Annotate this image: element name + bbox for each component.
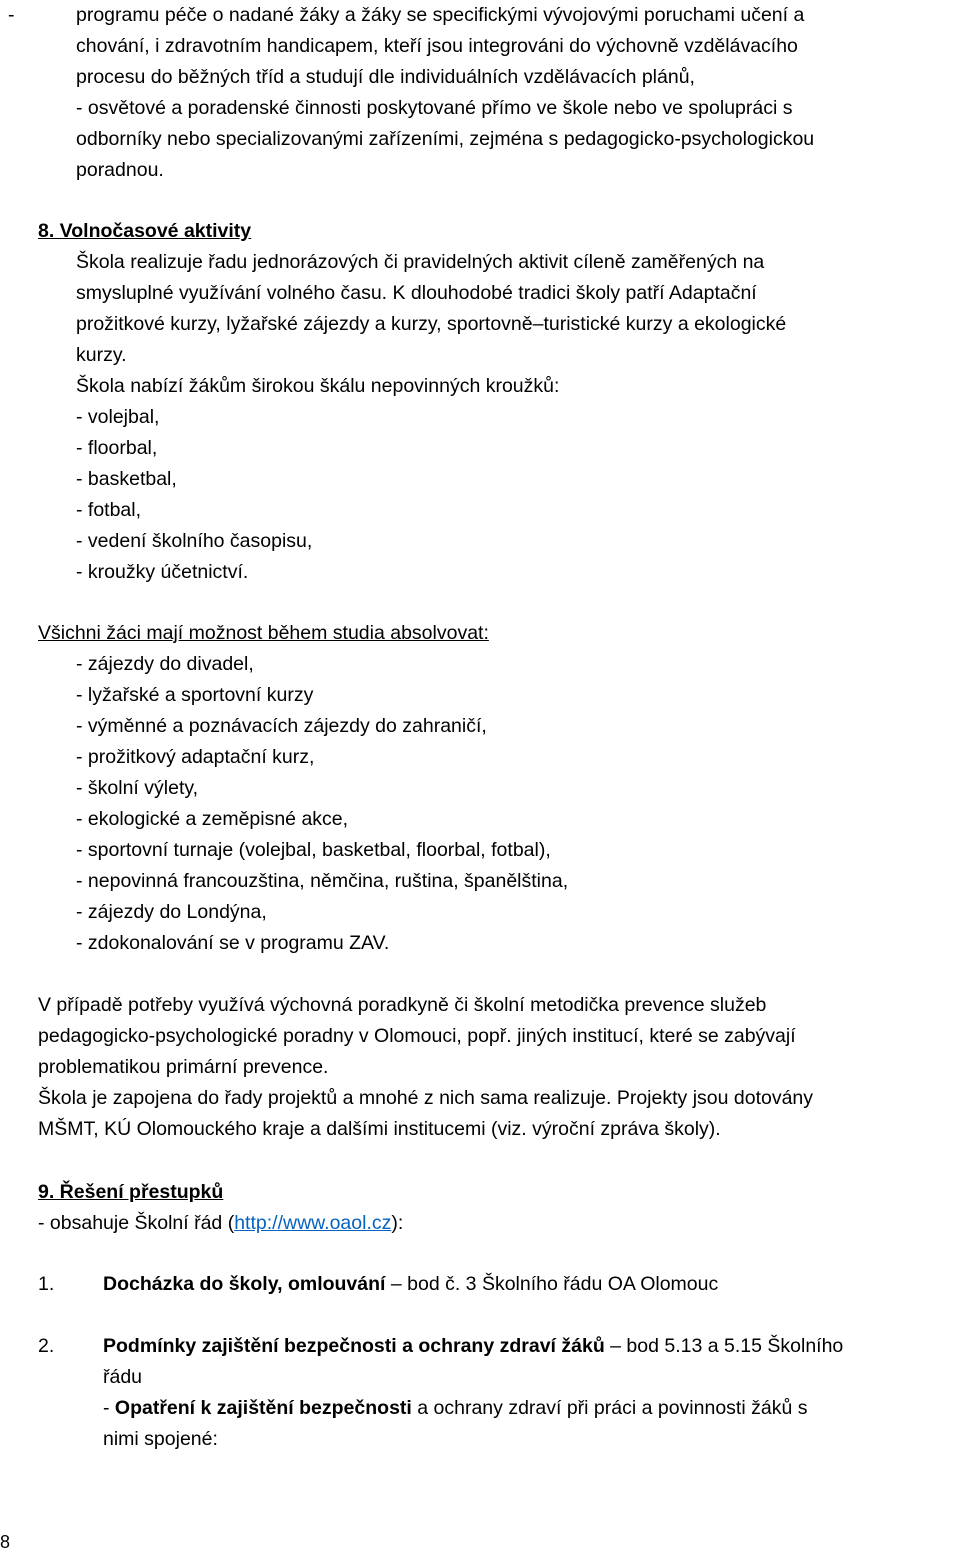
section-heading: 8. Volnočasové aktivity: [38, 220, 252, 242]
list-item: - sportovní turnaje (volejbal, basketbal, floorbal, fotbal),: [76, 839, 551, 861]
section-heading: 9. Řešení přestupků: [38, 1181, 224, 1203]
list-dash: -: [8, 4, 15, 26]
list-item: - ekologické a zeměpisné akce,: [76, 808, 349, 830]
list-item: - školní výlety,: [76, 777, 199, 799]
list-item: - kroužky účetnictví.: [76, 561, 249, 583]
text-line: řádu: [103, 1366, 143, 1388]
text-fragment: a ochrany zdraví při práci a povinnosti žáků s: [411, 1397, 808, 1419]
text-line: [103, 1396, 807, 1420]
text-line: pedagogicko-psychologické poradny v Olomouci, popř. jiných institucí, které se zabývají: [38, 1025, 796, 1047]
text-line: prožitkové kurzy, lyžařské zájezdy a kurzy, sportovně–turistické kurzy a ekologické: [76, 313, 787, 335]
school-website-link[interactable]: http://www.oaol.cz: [234, 1212, 392, 1234]
text-fragment: ):: [391, 1212, 404, 1234]
text-line: procesu do běžných tříd a studují dle individuálních vzdělávacích plánů,: [76, 66, 695, 88]
text-line: odborníky nebo specializovanými zařízeními, zejména s pedagogicko-psychologickou: [76, 128, 815, 150]
list-item: - nepovinná francouzština, němčina, ruština, španělština,: [76, 870, 569, 892]
item-text: – bod č. 3 Školního řádu OA Olomouc: [385, 1273, 719, 1295]
text-line: Škola nabízí žákům širokou škálu nepovinných kroužků:: [76, 375, 560, 397]
text-line: V případě potřeby využívá výchovná poradkyně či školní metodička prevence služeb: [38, 994, 767, 1016]
list-number: 1.: [38, 1273, 55, 1295]
list-number: 2.: [38, 1335, 55, 1357]
item-text: – bod 5.13 a 5.15 Školního: [604, 1335, 844, 1357]
list-item: [103, 1334, 843, 1358]
text-line: chování, i zdravotním handicapem, kteří jsou integrováni do výchovně vzdělávacího: [76, 35, 798, 57]
text-line: problematikou primární prevence.: [38, 1056, 329, 1078]
list-item: - zájezdy do divadel,: [76, 653, 254, 675]
list-item: - fotbal,: [76, 499, 142, 521]
list-item: - vedení školního časopisu,: [76, 530, 313, 552]
text-line: MŠMT, KÚ Olomouckého kraje a dalšími institucemi (viz. výroční zpráva školy).: [38, 1118, 721, 1140]
text-line: poradnou.: [76, 159, 164, 181]
item-title: Docházka do školy, omlouvání: [103, 1273, 386, 1295]
list-item: - volejbal,: [76, 406, 160, 428]
list-item: - výměnné a poznávacích zájezdy do zahraničí,: [76, 715, 487, 737]
text-line: kurzy.: [76, 344, 127, 366]
list-item: - basketbal,: [76, 468, 177, 490]
list-item: - floorbal,: [76, 437, 158, 459]
text-fragment: - obsahuje Školní řád (: [38, 1212, 235, 1234]
text-line: smysluplné využívání volného času. K dlouhodobé tradici školy patří Adaptační: [76, 282, 757, 304]
text-line: [38, 1211, 403, 1235]
text-fragment: -: [103, 1397, 115, 1419]
list-item: [103, 1272, 718, 1296]
sub-item-title: Opatření k zajištění bezpečnosti: [114, 1397, 412, 1419]
section-heading: Všichni žáci mají možnost během studia absolvovat:: [38, 622, 489, 644]
list-item: - zájezdy do Londýna,: [76, 901, 267, 923]
list-item: - zdokonalování se v programu ZAV.: [76, 932, 390, 954]
item-title: Podmínky zajištění bezpečnosti a ochrany zdraví žáků: [103, 1335, 605, 1357]
text-line: - osvětové a poradenské činnosti poskytované přímo ve škole nebo ve spolupráci s: [76, 97, 793, 119]
text-line: Škola realizuje řadu jednorázových či pravidelných aktivit cíleně zaměřených na: [76, 251, 765, 273]
list-item: - lyžařské a sportovní kurzy: [76, 684, 314, 706]
text-line: programu péče o nadané žáky a žáky se specifickými vývojovými poruchami učení a: [76, 4, 805, 26]
page-number: 8: [0, 1532, 11, 1552]
list-item: - prožitkový adaptační kurz,: [76, 746, 315, 768]
text-line: Škola je zapojena do řady projektů a mnohé z nich sama realizuje. Projekty jsou dotovány: [38, 1087, 814, 1109]
text-line: nimi spojené:: [103, 1428, 218, 1450]
